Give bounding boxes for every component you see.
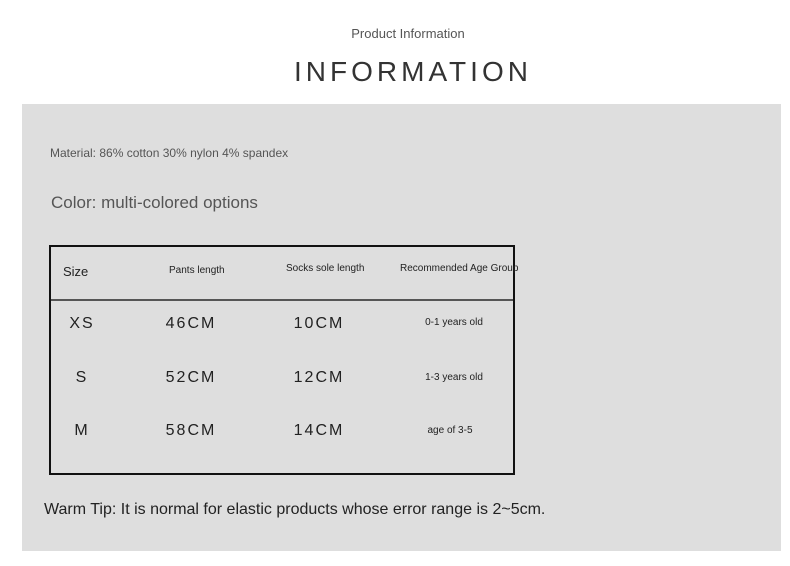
table-cell-pants: 52CM <box>165 369 217 386</box>
color-text: Color: multi-colored options <box>51 193 258 212</box>
header-socks-sole-length: Socks sole length <box>286 263 365 274</box>
page-title: INFORMATION <box>294 56 532 87</box>
table-cell-socks: 14CM <box>293 422 345 439</box>
table-cell-age: age of 3-5 <box>427 425 473 436</box>
table-cell-pants: 46CM <box>165 315 217 332</box>
table-cell-size: XS <box>69 315 95 332</box>
table-cell-socks: 10CM <box>293 315 345 332</box>
header-subtitle: Product Information <box>351 26 465 41</box>
table-cell-age: 0-1 years old <box>425 317 483 328</box>
header-pants-length: Pants length <box>169 265 225 276</box>
table-cell-size: S <box>75 369 89 386</box>
material-text: Material: 86% cotton 30% nylon 4% spandex <box>50 146 289 160</box>
header-age-group: Recommended Age Group <box>400 263 519 274</box>
info-panel <box>22 104 781 551</box>
table-cell-socks: 12CM <box>293 369 345 386</box>
table-cell-size: M <box>74 422 90 439</box>
warm-tip-text: Warm Tip: It is normal for elastic products whose error range is 2~5cm. <box>44 501 546 518</box>
table-header-row <box>51 247 519 301</box>
header-size: Size <box>63 264 89 279</box>
table-cell-pants: 58CM <box>165 422 217 439</box>
table-cell-age: 1-3 years old <box>425 372 483 383</box>
size-table <box>49 245 519 475</box>
